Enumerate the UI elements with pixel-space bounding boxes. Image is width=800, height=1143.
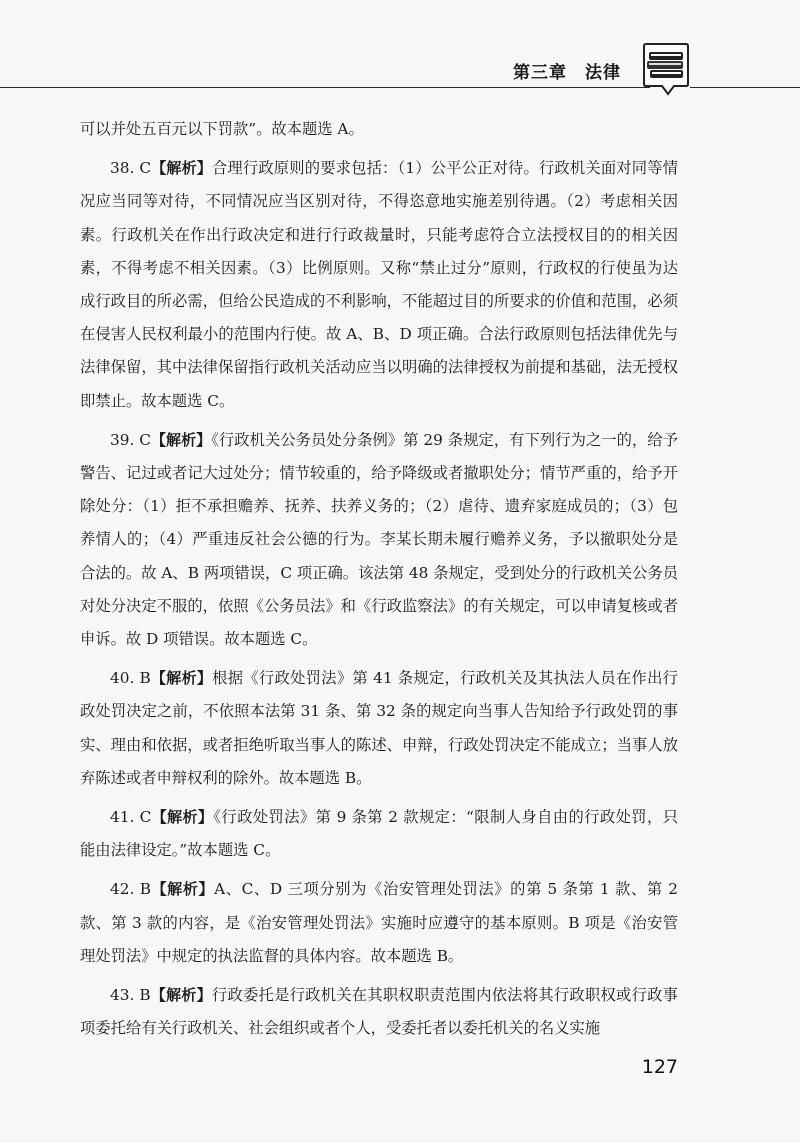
question-number: 40. B xyxy=(110,669,151,688)
header-rule-right xyxy=(690,87,800,88)
answer-item-41 xyxy=(80,801,678,867)
paragraph-text: 根据《行政处罚法》第 41 条规定，行政机关及其执法人员在作出行政处罚决定之前，不依照本法第 31 条、第 32 条的规定向当事人告知给予行政处罚的事实、理由和依据，或者拒绝听取当事人的陈述、申辩，行政处罚决定不能成立；当事人放弃陈述或者申辩权利的除外。故本题选 B。 xyxy=(80,669,678,787)
analysis-tag: 【解析】 xyxy=(150,430,212,449)
question-number: 42. B xyxy=(110,880,152,899)
question-number: 39. C xyxy=(110,430,151,449)
answer-item-43 xyxy=(80,979,678,1045)
question-number: 43. B xyxy=(110,986,151,1005)
paragraph-text: 《行政处罚法》第 9 条第 2 款规定：“限制人身自由的行政处罚，只能由法律设定。”故本题选 C。 xyxy=(80,808,678,860)
answer-explanations xyxy=(80,113,678,1051)
analysis-tag: 【解析】 xyxy=(150,986,212,1005)
paragraph-text: 合理行政原则的要求包括：（1）公平公正对待。行政机关面对同等情况应当同等对待，不同情况应当区别对待，不得恣意地实施差别待遇。（2）考虑相关因素。行政机关在作出行政决定和进行行政裁量时，只能考虑符合立法授权目的的相关因素，不得考虑不相关因素。（3）比例原则。又称“禁止过分”原则，行政权的行使虽为达成行政目的所必需，但给公民造成的不利影响，不能超过目的所要求的价值和范围，必须在侵害人民权利最小的范围内行使。故 A、B、D 项正确。合法行政原则包括法律优先与法律保留，其中法律保留指行政机关活动应当以明确的法律授权为前提和基础，法无授权即禁止。故本题选 C。 xyxy=(80,159,678,410)
question-number: 41. C xyxy=(110,808,152,827)
question-number: 38. C xyxy=(110,159,152,178)
analysis-tag: 【解析】 xyxy=(151,880,215,899)
page-header xyxy=(0,0,800,100)
answer-item-42 xyxy=(80,873,678,973)
page-number: 127 xyxy=(641,1056,678,1078)
paragraph-text: 《行政机关公务员处分条例》第 29 条规定，有下列行为之一的，给予警告、记过或者记大过处分；情节较重的，给予降级或者撤职处分；情节严重的，给予开除处分：（1）拒不承担赡养、抚养、扶养义务的；（2）虐待、遗弃家庭成员的；（3）包养情人的；（4）严重违反社会公德的行为。李某长期未履行赡养义务，予以撤职处分是合法的。故 A、B 两项错误，C 项正确。该法第 48 条规定，受到处分的行政机关公务员对处分决定不服的，依照《公务员法》和《行政监察法》的有关规定，可以申请复核或者申诉。故 D 项错误。故本题选 C。 xyxy=(80,430,678,649)
header-rule xyxy=(0,87,650,88)
paragraph-text: 行政委托是行政机关在其职权职责范围内依法将其行政职权或行政事项委托给有关行政机关、社会组织或者个人，受委托者以委托机关的名义实施 xyxy=(80,986,678,1038)
answer-item-38 xyxy=(80,152,678,418)
paragraph-text: 可以并处五百元以下罚款”。故本题选 A。 xyxy=(80,120,364,138)
answer-item-39 xyxy=(80,424,678,656)
books-icon xyxy=(640,40,692,96)
answer-item-40 xyxy=(80,662,678,795)
analysis-tag: 【解析】 xyxy=(151,159,212,178)
paragraph-text: A、C、D 三项分别为《治安管理处罚法》的第 5 条第 1 款、第 2 款、第 3 款的内容，是《治安管理处罚法》实施时应遵守的基本原则。B 项是《治安管理处罚法》中规定的执法监督的具体内容。故本题选 B。 xyxy=(80,880,679,965)
analysis-tag: 【解析】 xyxy=(150,669,213,688)
chapter-title: 第三章 法律 xyxy=(513,63,621,83)
analysis-tag: 【解析】 xyxy=(151,808,214,827)
paragraph-continued xyxy=(80,113,678,146)
